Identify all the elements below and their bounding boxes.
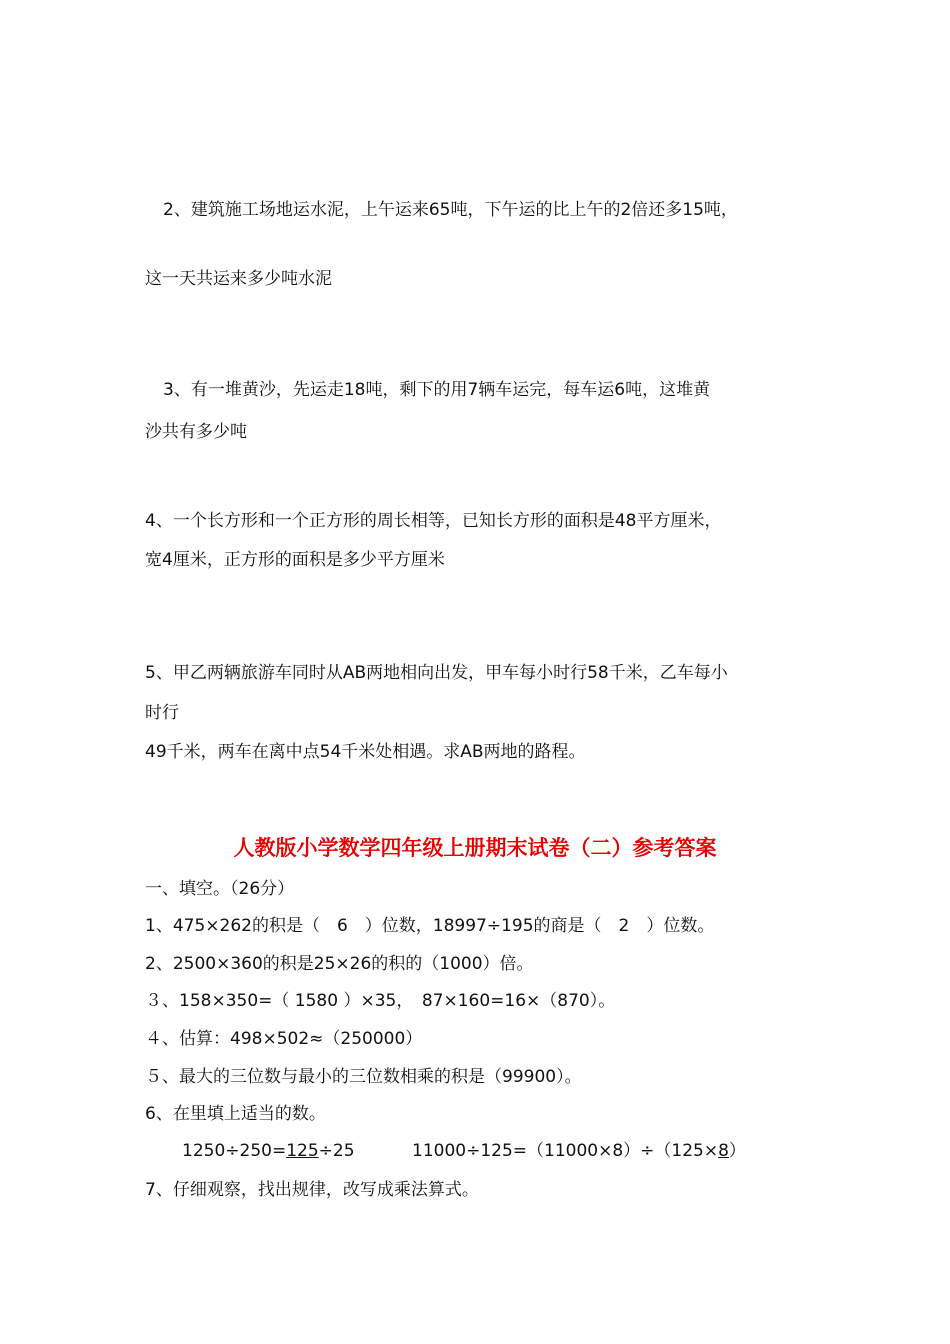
answer-item-5: ５、最大的三位数与最小的三位数相乘的积是（99900）。: [145, 1067, 582, 1087]
problem-5-line-2: 时行: [145, 703, 179, 723]
equation-a-suffix: ÷25: [318, 1141, 355, 1161]
equation-b-answer: 8: [718, 1141, 729, 1161]
answer-item-1: 1、475×262的积是（ 6 ）位数，18997÷195的商是（ 2 ）位数。: [145, 916, 715, 936]
section-heading: 一、填空。（26分）: [145, 879, 295, 899]
answer-key-title: 人教版小学数学四年级上册期末试卷（二）参考答案: [233, 836, 717, 860]
answer-item-4: ４、估算：498×502≈（250000）: [145, 1029, 423, 1049]
problem-3-line-2: 沙共有多少吨: [145, 422, 247, 442]
problem-3-line-1: 3、有一堆黄沙，先运走18吨，剩下的用7辆车运完，每车运6吨，这堆黄: [163, 380, 711, 400]
problem-5-line-3: 49千米，两车在离中点54千米处相遇。求AB两地的路程。: [145, 742, 586, 762]
equation-b-prefix: 11000÷125=（11000×8）÷（125×: [412, 1141, 719, 1161]
answer-item-6: 6、在里填上适当的数。: [145, 1104, 326, 1124]
answer-item-2: 2、2500×360的积是25×26的积的（1000）倍。: [145, 954, 534, 974]
answer-item-7: 7、仔细观察，找出规律，改写成乘法算式。: [145, 1180, 479, 1200]
answer-item-6-equation-b: [412, 1140, 746, 1162]
problem-5-line-1: 5、甲乙两辆旅游车同时从AB两地相向出发，甲车每小时行58千米，乙车每小: [145, 663, 728, 683]
equation-a-answer: 125: [286, 1141, 319, 1161]
equation-b-suffix: ）: [728, 1141, 746, 1161]
problem-4-line-1: 4、一个长方形和一个正方形的周长相等，已知长方形的面积是48平方厘米，: [145, 511, 722, 531]
problem-2-line-2: 这一天共运来多少吨水泥: [145, 269, 332, 289]
answer-item-3: ３、158×350=（ 1580 ）×35， 87×160=16×（870）。: [145, 991, 616, 1011]
problem-2-line-1: 2、建筑施工场地运水泥，上午运来65吨，下午运的比上午的2倍还多15吨，: [163, 200, 738, 220]
equation-a-prefix: 1250÷250=: [182, 1141, 287, 1161]
problem-4-line-2: 宽4厘米，正方形的面积是多少平方厘米: [145, 550, 445, 570]
answer-item-6-equations: [182, 1140, 355, 1162]
